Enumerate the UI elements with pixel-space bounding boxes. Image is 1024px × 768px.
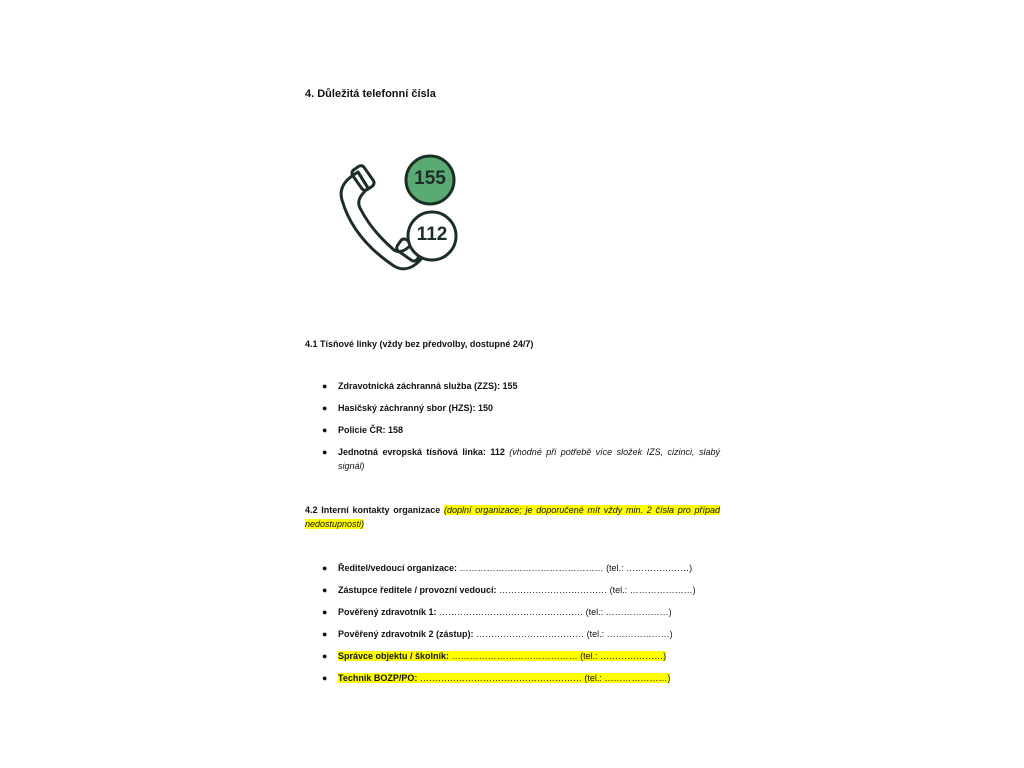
highlight: ● Správce objektu / školník: …………………………………… (tel.: …………………) [322, 651, 667, 661]
list-item: ● Zdravotnická záchranná služba (ZZS): 155 [322, 381, 518, 391]
list-item-highlighted [305, 649, 720, 663]
list-item: ● Hasičský záchranný sbor (HZS): 150 [322, 403, 494, 413]
section-heading: 4. Důležitá telefonní čísla [305, 88, 436, 100]
list-item: ● Pověřený zdravotník 2 (zástup): ……………………………… (tel.: …………………) [322, 629, 673, 639]
phone-illustration [336, 150, 466, 285]
bullet-icon: ● [322, 563, 328, 573]
internal-note: (doplní organizace; je doporučené mít vždy min. 2 čísla pro případ nedostupnosti) [305, 505, 720, 529]
bullet-icon: ● [322, 651, 328, 661]
list-item: ● Jednotná evropská tísňová linka: 112 (vhodné při potřebě více složek IZS, cizinci, slabý signál) [322, 447, 720, 471]
emergency-list [305, 379, 720, 473]
bullet-icon: ● [322, 381, 328, 391]
badge-155-label: 155 [414, 168, 446, 189]
bullet-icon: ● [322, 425, 328, 435]
highlight: ● Technik BOZP/PO: ……………………………………………… (tel.: …………………) [322, 673, 671, 683]
list-item-highlighted [305, 671, 720, 685]
bullet-icon: ● [322, 629, 328, 639]
bullet-icon: ● [322, 585, 328, 595]
list-item: ● Policie ČR: 158 [322, 425, 404, 435]
bullet-icon: ● [322, 607, 328, 617]
bullet-icon: ● [322, 403, 328, 413]
emergency-title: 4.1 Tísňové linky (vždy bez předvolby, dostupné 24/7) [305, 339, 534, 349]
internal-title: 4.2 Interní kontakty organizace (doplní organizace; je doporučené mít vždy min. 2 čísla pro případ nedostupnosti) [305, 505, 720, 529]
list-item: ● Zástupce ředitele / provozní vedoucí: ……………………………… (tel.: …………………) [322, 585, 696, 595]
bullet-icon: ● [322, 673, 328, 683]
list-item: ● Pověřený zdravotník 1: ………………………………………… (tel.: …………………) [322, 607, 672, 617]
list-item: ● Ředitel/vedoucí organizace: ………………………………………… (tel.: …………………) [322, 563, 693, 573]
internal-list [305, 561, 720, 685]
badge-112-label: 112 [416, 224, 448, 245]
bullet-icon: ● [322, 447, 328, 457]
